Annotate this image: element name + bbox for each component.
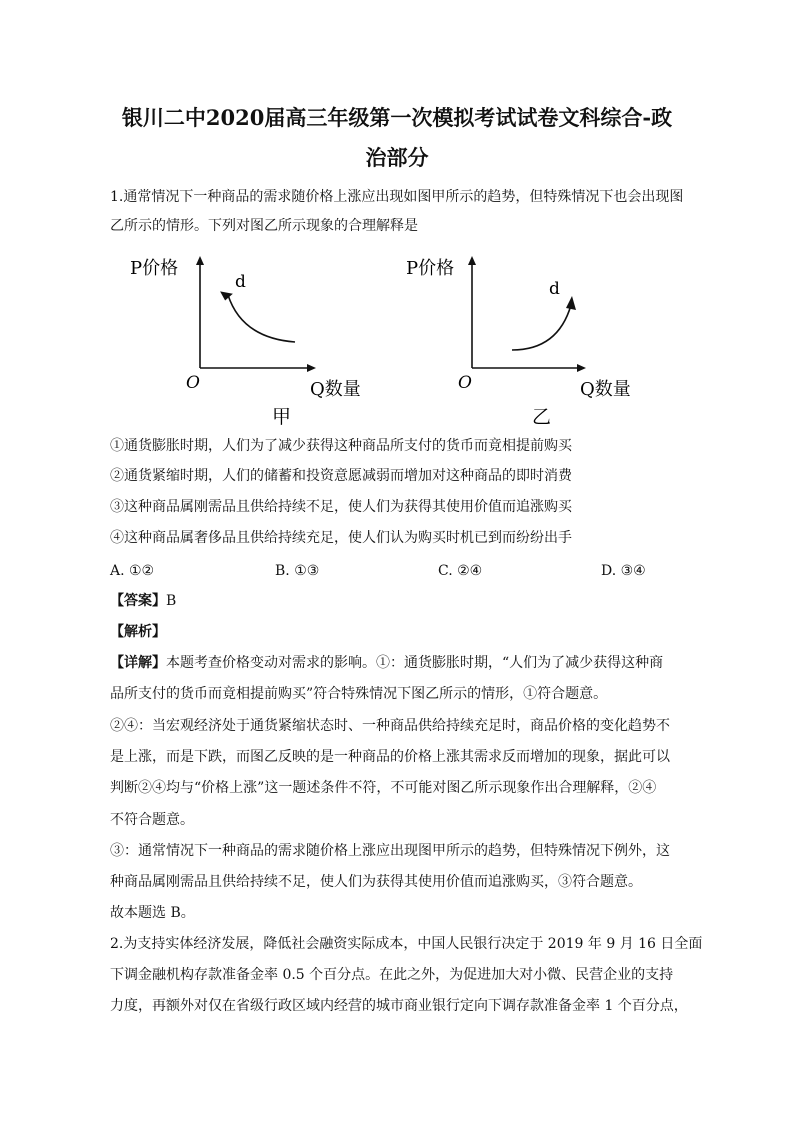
option-a: A. ①②	[110, 563, 155, 579]
figure-jia	[130, 258, 361, 428]
option-c: C. ②④	[438, 563, 483, 579]
detail-conclusion: 故本题选 B。	[110, 905, 195, 921]
page-title: 银川二中2020届高三年级第一次模拟考试试卷文科综合-政	[121, 105, 673, 130]
statement-2: ②通货紧缩时期，人们的储蓄和投资意愿减弱而增加对这种商品的即时消费	[110, 468, 572, 484]
question-1-stem-continued: 乙所示的情形。下列对图乙所示现象的合理解释是	[110, 218, 418, 234]
statement-4: ④这种商品属奢侈品且供给持续充足，使人们认为购买时机已到而纷纷出手	[110, 530, 572, 546]
page-title-continued: 治部分	[365, 145, 429, 170]
yi-y-label: P价格	[406, 258, 455, 279]
yi-demand-curve	[512, 305, 571, 350]
question-2-line-3: 力度，再额外对仅在省级行政区域内经营的城市商业银行定向下调存款准备金率 1 个百分点，	[110, 998, 688, 1014]
detail-line-1	[110, 653, 690, 673]
jia-curve-arrow-icon	[220, 289, 234, 301]
jia-origin-label: O	[186, 373, 200, 393]
detail-line-2: 品所支付的货币而竟相提前购买”符合特殊情况下图乙所示的情形，①符合题意。	[110, 686, 608, 702]
detail-line-5: 判断②④均与“价格上涨”这一题述条件不符，不可能对图乙所示现象作出合理解释，②④	[110, 780, 657, 796]
option-b: B. ①③	[275, 563, 320, 579]
answer-tag: 【答案】	[110, 593, 166, 609]
demand-curve-figure	[120, 250, 660, 430]
answer-value: B	[166, 593, 177, 609]
analysis-tag: 【解析】	[110, 624, 166, 640]
question-1-stem: 1.通常情况下一种商品的需求随价格上涨应出现如图甲所示的趋势，但特殊情况下也会出现图	[110, 189, 684, 205]
yi-caption: 乙	[532, 406, 552, 428]
yi-origin-label: O	[458, 373, 472, 393]
jia-demand-curve	[228, 295, 295, 342]
jia-y-label: P价格	[130, 258, 179, 279]
figure-yi	[406, 258, 631, 428]
detail-line-7: ③：通常情况下一种商品的需求随价格上涨应出现图甲所示的趋势，但特殊情况下例外，这	[110, 843, 670, 859]
jia-x-label: Q数量	[310, 379, 361, 400]
detail-line-8: 种商品属刚需品且供给持续不足，使人们为获得其使用价值而追涨购买，③符合题意。	[110, 874, 642, 890]
detail-text: 本题考查价格变动对需求的影响。①：通货膨胀时期，“人们为了减少获得这种商	[166, 655, 664, 671]
jia-curve-label: d	[235, 272, 246, 292]
yi-curve-arrow-icon	[566, 296, 576, 310]
yi-curve-label: d	[549, 279, 560, 299]
answer-line	[110, 591, 690, 611]
yi-x-label: Q数量	[580, 379, 631, 400]
option-d: D. ③④	[601, 563, 646, 579]
detail-tag: 【详解】	[110, 655, 166, 671]
detail-line-4: 是上涨，而是下跌，而图乙反映的是一种商品的价格上涨其需求反而增加的现象，据此可以	[110, 749, 670, 765]
question-2-line-1: 2.为支持实体经济发展，降低社会融资实际成本，中国人民银行决定于 2019 年 9 月 16 日全面	[110, 936, 703, 952]
detail-line-3: ②④：当宏观经济处于通货紧缩状态时、一种商品供给持续充足时，商品价格的变化趋势不	[110, 718, 670, 734]
jia-caption: 甲	[272, 406, 292, 428]
statement-1: ①通货膨胀时期，人们为了减少获得这种商品所支付的货币而竟相提前购买	[110, 438, 572, 454]
detail-line-6: 不符合题意。	[110, 812, 194, 828]
statement-3: ③这种商品属刚需品且供给持续不足，使人们为获得其使用价值而追涨购买	[110, 499, 572, 515]
question-2-line-2: 下调金融机构存款准备金率 0.5 个百分点。在此之外，为促进加大对小微、民营企业的支持	[110, 967, 674, 983]
